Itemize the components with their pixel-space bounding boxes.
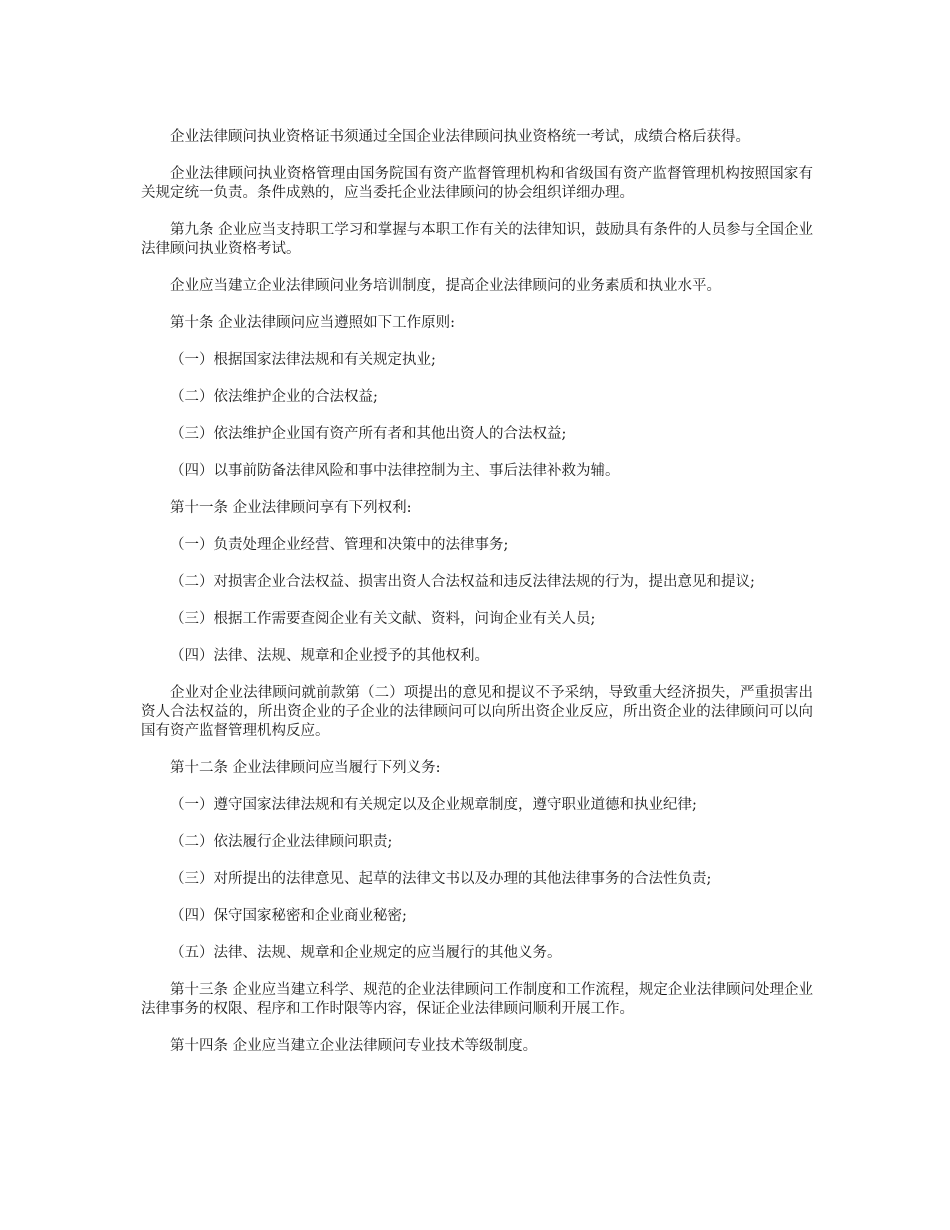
- article-9-paragraph: 第九条 企业应当支持职工学习和掌握与本职工作有关的法律知识，鼓励具有条件的人员参与全国企业法律顾问执业资格考试。: [141, 222, 813, 257]
- list-item: （四）保守国家秘密和企业商业秘密;: [170, 908, 407, 924]
- article-13-paragraph: 第十三条 企业应当建立科学、规范的企业法律顾问工作制度和工作流程，规定企业法律顾问处理企业法律事务的权限、程序和工作时限等内容，保证企业法律顾问顺利开展工作。: [141, 982, 813, 1017]
- paragraph: 企业对企业法律顾问就前款第（二）项提出的意见和提议不予采纳，导致重大经济损失，严重损害出资人合法权益的，所出资企业的子企业的法律顾问可以向所出资企业反应，所出资企业的法律顾问可以向国有资产监督管理机构反应。: [141, 685, 813, 739]
- document-body: [141, 128, 813, 1074]
- list-item: （二）对损害企业合法权益、损害出资人合法权益和违反法律法规的行为，提出意见和提议;: [170, 574, 755, 590]
- list-item: （一）遵守国家法律法规和有关规定以及企业规章制度，遵守职业道德和执业纪律;: [170, 797, 697, 813]
- list-item: （四）法律、法规、规章和企业授予的其他权利。: [170, 648, 489, 664]
- paragraph: 企业应当建立企业法律顾问业务培训制度，提高企业法律顾问的业务素质和执业水平。: [170, 278, 721, 294]
- article-10-heading: 第十条 企业法律顾问应当遵照如下工作原则:: [170, 315, 455, 331]
- paragraph: 企业法律顾问执业资格管理由国务院国有资产监督管理机构和省级国有资产监督管理机构按照国家有关规定统一负责。条件成熟的，应当委托企业法律顾问的协会组织详细办理。: [141, 166, 813, 201]
- list-item: （四）以事前防备法律风险和事中法律控制为主、事后法律补救为辅。: [170, 463, 620, 479]
- article-12-heading: 第十二条 企业法律顾问应当履行下列义务:: [170, 760, 441, 776]
- list-item: （三）对所提出的法律意见、起草的法律文书以及办理的其他法律事务的合法性负责;: [170, 871, 712, 887]
- list-item: （二）依法维护企业的合法权益;: [170, 389, 378, 405]
- list-item: （三）根据工作需要查阅企业有关文献、资料，问询企业有关人员;: [170, 611, 596, 627]
- list-item: （三）依法维护企业国有资产所有者和其他出资人的合法权益;: [170, 426, 567, 442]
- paragraph: 企业法律顾问执业资格证书须通过全国企业法律顾问执业资格统一考试，成绩合格后获得。: [170, 129, 750, 145]
- list-item: （一）根据国家法律法规和有关规定执业;: [170, 352, 436, 368]
- list-item: （二）依法履行企业法律顾问职责;: [170, 834, 393, 850]
- list-item: （一）负责处理企业经营、管理和决策中的法律事务;: [170, 537, 509, 553]
- article-14-paragraph: 第十四条 企业应当建立企业法律顾问专业技术等级制度。: [170, 1038, 538, 1054]
- article-11-heading: 第十一条 企业法律顾问享有下列权利:: [170, 500, 412, 516]
- list-item: （五）法律、法规、规章和企业规定的应当履行的其他义务。: [170, 945, 562, 961]
